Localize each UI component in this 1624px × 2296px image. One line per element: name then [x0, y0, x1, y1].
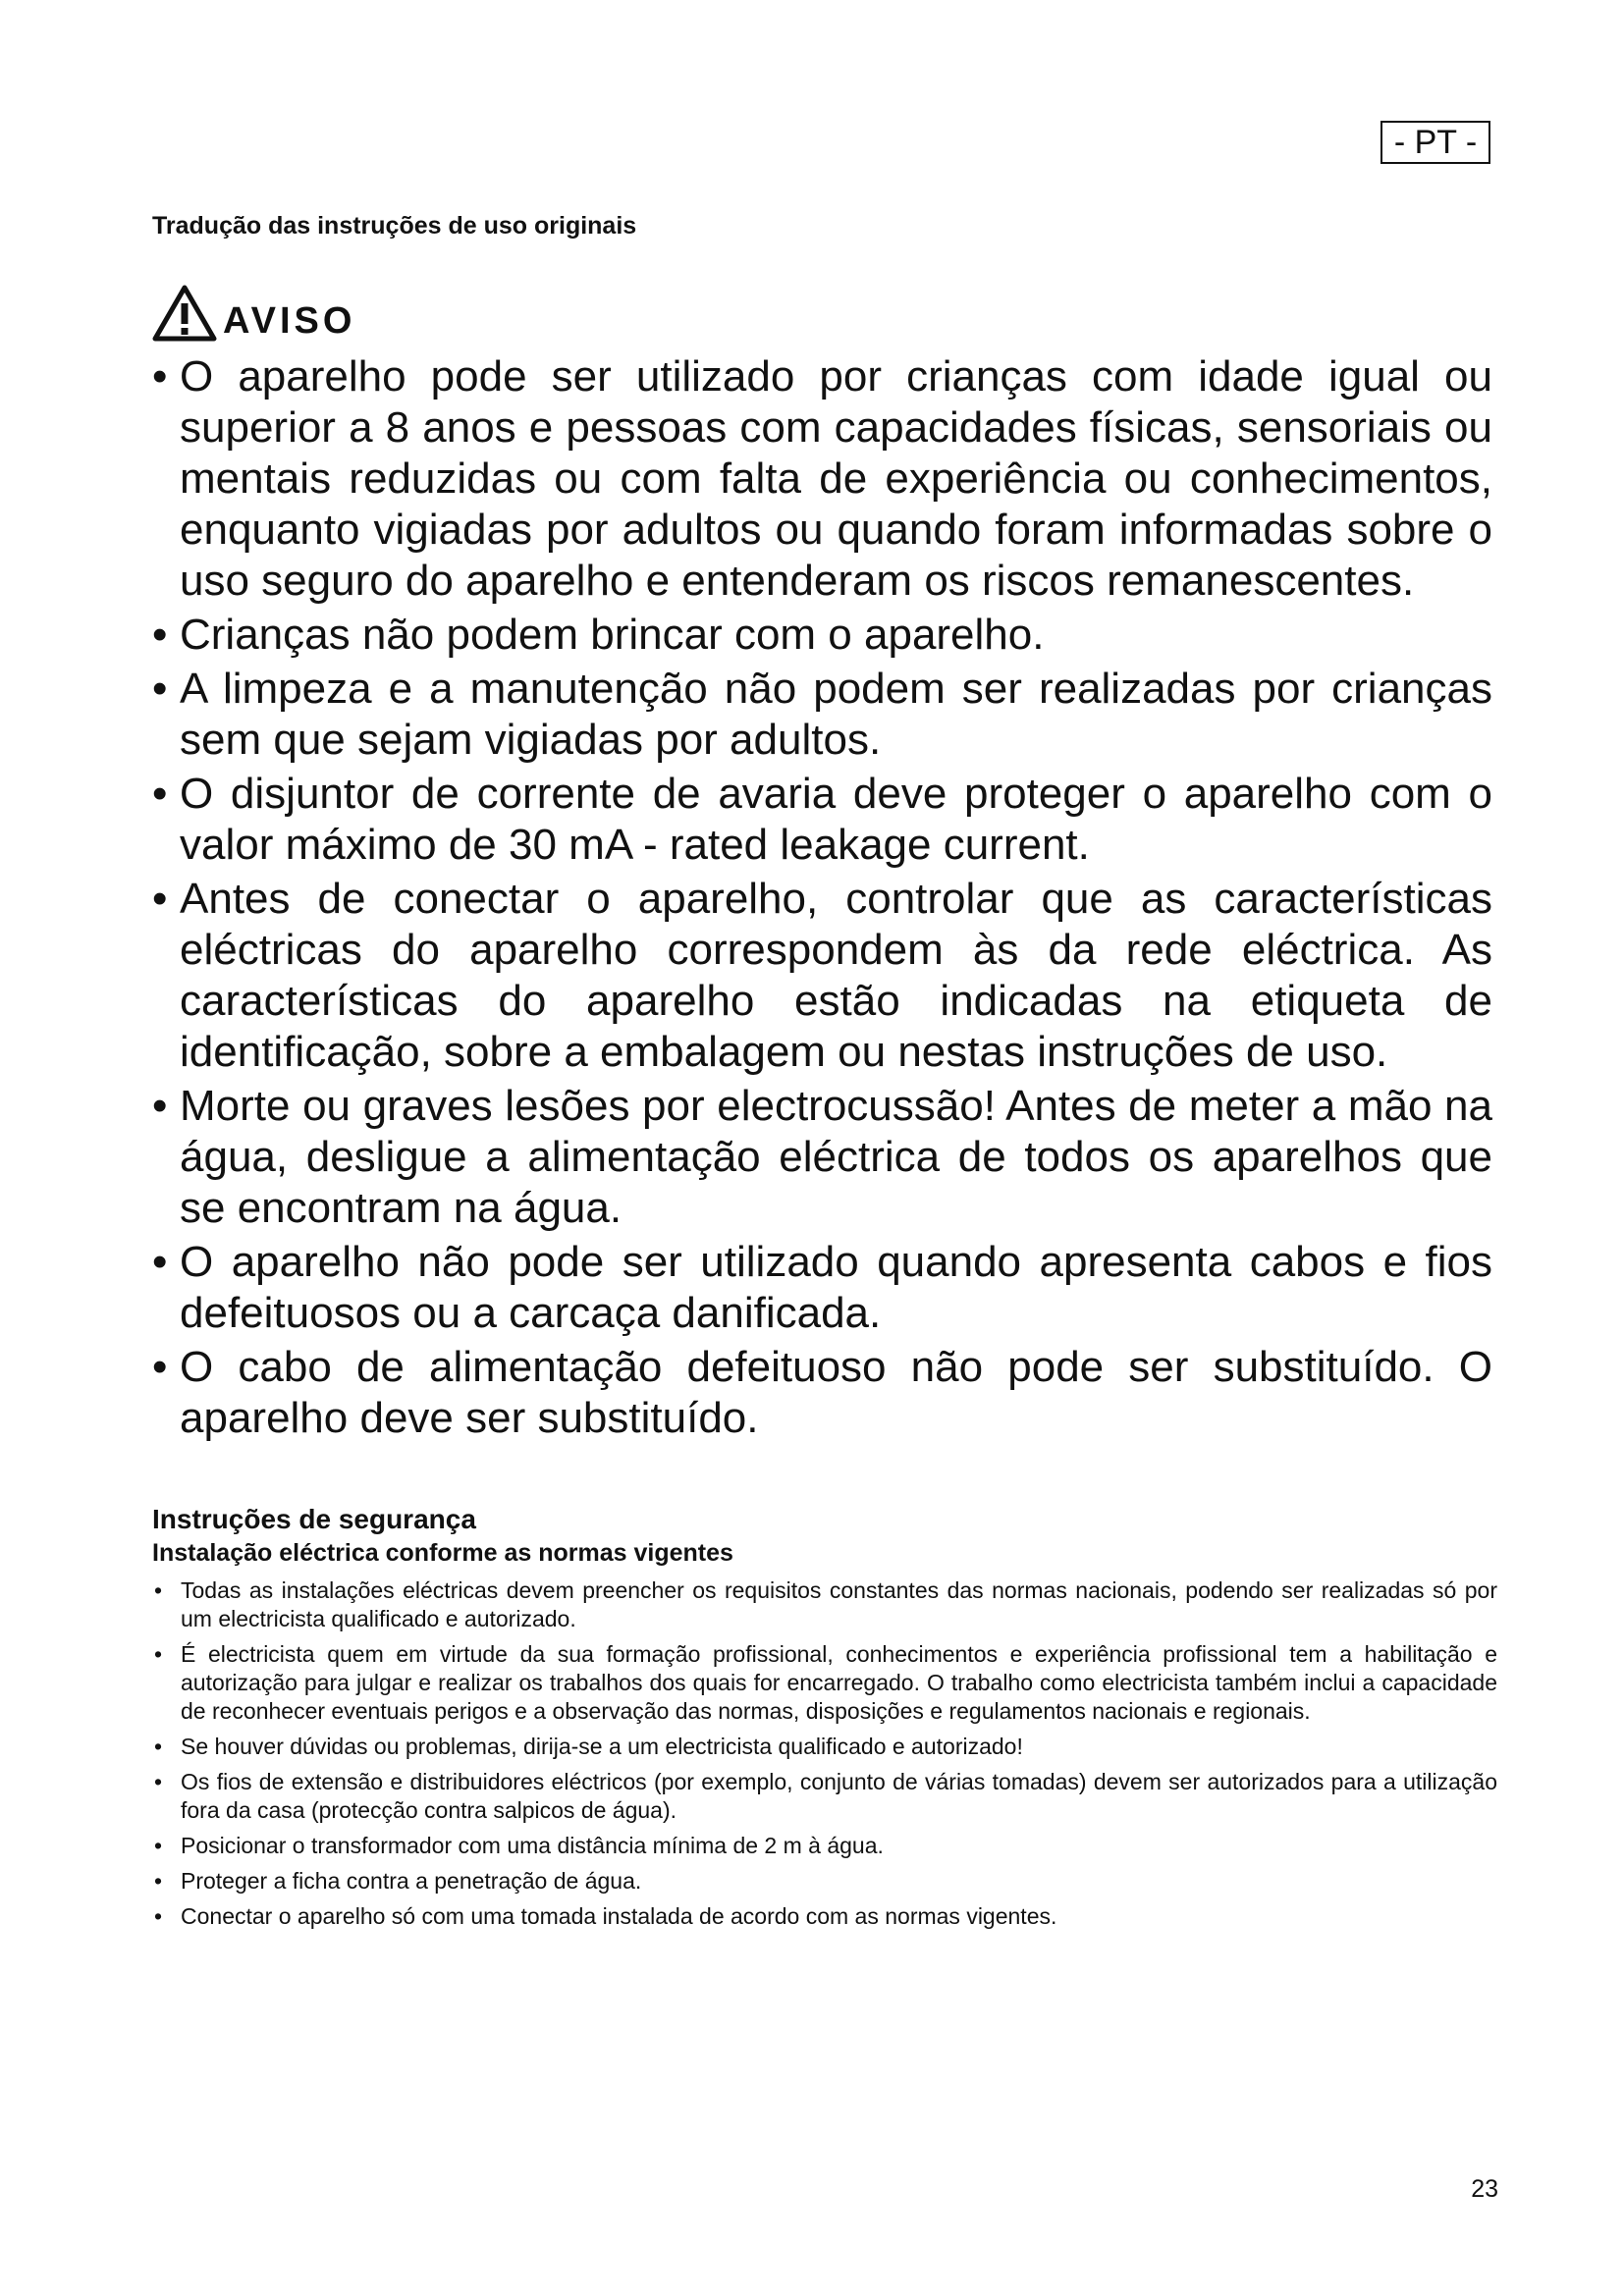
warning-item: • O disjuntor de corrente de avaria deve proteger o aparelho com o valor máximo de 30 mA - rated leakage current. [152, 769, 1492, 871]
warning-triangle-icon [152, 285, 217, 342]
warning-title: AVISO [223, 300, 356, 342]
warning-list [152, 351, 1492, 1447]
warning-item: • A limpeza e a manutenção não podem ser realizadas por crianças sem que sejam vigiadas por adultos. [152, 664, 1492, 766]
document-subtitle: Tradução das instruções de uso originais [152, 212, 637, 240]
warning-item: • O aparelho não pode ser utilizado quando apresenta cabos e fios defeituosos ou a carcaça danificada. [152, 1237, 1492, 1339]
language-badge: - PT - [1380, 121, 1490, 164]
warning-item: • O cabo de alimentação defeituoso não pode ser substituído. O aparelho deve ser substituído. [152, 1342, 1492, 1444]
safety-list [152, 1576, 1497, 1938]
safety-item: • Se houver dúvidas ou problemas, dirija-se a um electricista qualificado e autorizado! [152, 1733, 1497, 1761]
safety-item: • Posicionar o transformador com uma distância mínima de 2 m à água. [152, 1832, 1497, 1860]
warning-item: • Crianças não podem brincar com o aparelho. [152, 610, 1492, 661]
warning-heading [152, 277, 355, 342]
safety-section-subtitle: Instalação eléctrica conforme as normas vigentes [152, 1539, 733, 1567]
page-number: 23 [1471, 2175, 1498, 2203]
warning-item: • O aparelho pode ser utilizado por crianças com idade igual ou superior a 8 anos e pessoas com capacidades físicas, sensoriais ou mentais reduzidas ou com falta de experiência ou conhecimentos, enquanto vigiadas por adultos ou quando foram informadas sobre o uso seguro do aparelho e entenderam os riscos remanescentes. [152, 351, 1492, 607]
safety-item: • Os fios de extensão e distribuidores eléctricos (por exemplo, conjunto de várias tomadas) devem ser autorizados para a utilização fora da casa (protecção contra salpicos de água). [152, 1768, 1497, 1825]
warning-item: • Antes de conectar o aparelho, controlar que as características eléctricas do aparelho correspondem às da rede eléctrica. As características do aparelho estão indicadas na etiqueta de identificação, sobre a embalagem ou nestas instruções de uso. [152, 874, 1492, 1078]
safety-item: • Todas as instalações eléctricas devem preencher os requisitos constantes das normas nacionais, podendo ser realizadas só por um electricista qualificado e autorizado. [152, 1576, 1497, 1633]
safety-item: • Proteger a ficha contra a penetração de água. [152, 1867, 1497, 1896]
safety-section-title: Instruções de segurança [152, 1504, 476, 1534]
warning-item: • Morte ou graves lesões por electrocussão! Antes de meter a mão na água, desligue a alimentação eléctrica de todos os aparelhos que se encontram na água. [152, 1081, 1492, 1234]
safety-item: • É electricista quem em virtude da sua formação profissional, conhecimentos e experiência profissional tem a habilitação e autorização para julgar e realizar os trabalhos dos quais for encarregado. O trabalho como electricista também inclui a capacidade de reconhecer eventuais perigos e a observação das normas, disposições e regulamentos nacionais e regionais. [152, 1640, 1497, 1726]
safety-item: • Conectar o aparelho só com uma tomada instalada de acordo com as normas vigentes. [152, 1902, 1497, 1931]
